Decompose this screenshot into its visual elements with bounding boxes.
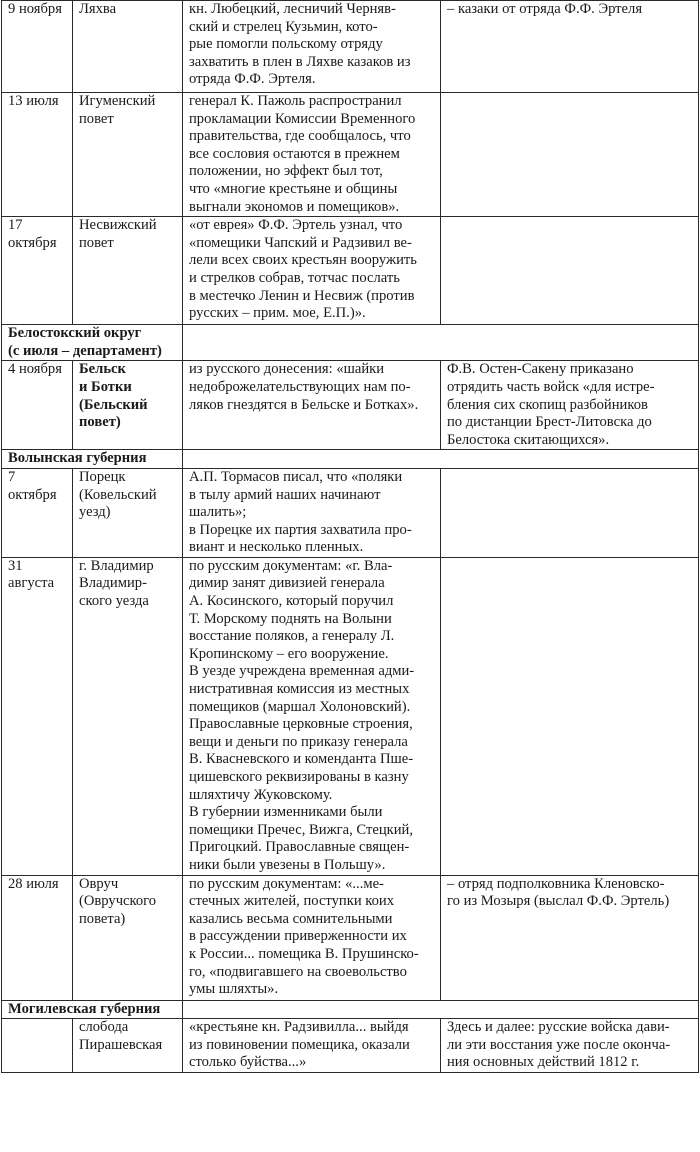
note-line: по дистанции Брест-Литовска до (447, 414, 652, 431)
note-cell (441, 1, 699, 93)
description-cell (183, 1, 441, 93)
description-line: из русского донесения: «шайки (189, 361, 385, 378)
description-line: по русским документам: «...ме- (189, 875, 384, 892)
place-cell (73, 468, 183, 557)
note-line: – отряд подполковника Кленовско- (447, 875, 665, 892)
description-line: «помещики Чапский и Радзивил ве- (189, 234, 412, 251)
description-line: шалить»; (189, 504, 247, 521)
description-line: русских – прим. мое, Е.П.)». (189, 305, 366, 322)
date-line: октября (8, 234, 57, 251)
date-cell (2, 1, 73, 93)
description-line: умы шляхты». (189, 981, 279, 998)
place-cell (73, 217, 183, 325)
note-line: Ф.В. Остен-Сакену приказано (447, 361, 634, 378)
date-cell (2, 1019, 73, 1073)
note-line: отрядить часть войск «для истре- (447, 378, 655, 395)
place-line: слобода (79, 1019, 129, 1036)
description-line: ский и стрелец Кузьмин, кото- (189, 18, 378, 35)
note-line: Белостока скитающихся». (447, 431, 610, 448)
place-cell (73, 875, 183, 1000)
event-row (2, 468, 699, 557)
description-line: казались весьма сомнительными (189, 910, 393, 927)
note-cell (441, 217, 699, 325)
note-line: Здесь и далее: русские войска дави- (447, 1019, 670, 1036)
place-line: повет) (79, 414, 121, 431)
place-line: Пирашевская (79, 1036, 163, 1053)
description-line: в рассуждении приверженности их (189, 928, 407, 945)
description-line: кн. Любецкий, лесничий Черняв- (189, 1, 396, 17)
section-row (2, 1000, 699, 1019)
date-line: 4 ноября (8, 361, 62, 378)
place-line: Игуменский (79, 93, 156, 109)
description-cell (183, 875, 441, 1000)
note-cell (441, 875, 699, 1000)
place-cell (73, 93, 183, 217)
description-line: го, «подвигавшего на своевольство (189, 963, 407, 980)
description-line: димир занят дивизией генерала (189, 575, 385, 592)
date-line: октября (8, 486, 57, 503)
place-line: Несвижский (79, 217, 157, 234)
description-line: прокламации Комиссии Временного (189, 110, 416, 127)
note-cell (441, 361, 699, 450)
note-cell (441, 468, 699, 557)
section-title (2, 325, 183, 361)
description-cell (183, 468, 441, 557)
description-line: нистративная комиссия из местных (189, 681, 410, 698)
place-line: и Ботки (79, 378, 132, 395)
section-title-line: (с июля – департамент) (8, 342, 162, 359)
description-line: правительства, где сообщалось, что (189, 128, 411, 145)
section-title-line: Волынская губерния (8, 450, 147, 467)
description-line: В. Квасневского и коменданта Пше- (189, 751, 414, 768)
description-line: А. Косинского, который поручил (189, 593, 394, 610)
description-line: все сословия остаются в прежнем (189, 145, 400, 162)
place-line: повет (79, 110, 114, 127)
section-title-line: Белостокский округ (8, 325, 142, 342)
description-line: ники были увезены в Польшу». (189, 856, 386, 873)
date-line: 17 (8, 217, 23, 234)
place-line: (Овручского (79, 893, 157, 910)
description-line: помещиков (маршал Холоновский). (189, 698, 411, 715)
section-empty-cell (183, 450, 699, 469)
events-table-body (2, 1, 699, 1073)
description-line: рые помогли польскому отряду (189, 36, 383, 53)
description-line: генерал К. Пажоль распространил (189, 93, 402, 109)
description-line: восстание поляков, а генералу Л. (189, 628, 395, 645)
event-row (2, 875, 699, 1000)
date-cell (2, 468, 73, 557)
description-line: положении, но эффект был тот, (189, 163, 383, 180)
description-line: отряда Ф.Ф. Эртеля. (189, 71, 316, 88)
description-line: захватить в плен в Ляхве казаков из (189, 53, 411, 70)
date-line: 9 ноября (8, 1, 62, 17)
date-cell (2, 557, 73, 875)
description-line: А.П. Тормасов писал, что «поляки (189, 468, 403, 485)
description-line: В губернии изменниками были (189, 804, 383, 821)
place-line: г. Владимир (79, 557, 154, 574)
description-cell (183, 557, 441, 875)
description-line: столько буйства...» (189, 1054, 307, 1071)
description-line: по русским документам: «г. Вла- (189, 557, 393, 574)
description-cell (183, 93, 441, 217)
note-cell (441, 557, 699, 875)
description-line: помещики Пречес, Вижга, Стецкий, (189, 821, 413, 838)
event-row (2, 93, 699, 217)
date-cell (2, 361, 73, 450)
description-line: лели всех своих крестьян вооружить (189, 252, 417, 269)
description-line: недоброжелательствующих нам по- (189, 378, 411, 395)
description-line: Кропинскому – его вооружение. (189, 645, 389, 662)
description-line: виант и несколько пленных. (189, 539, 364, 556)
description-line: к России... помещика В. Прушинско- (189, 945, 419, 962)
section-empty-cell (183, 325, 699, 361)
description-line: «крестьяне кн. Радзивилла... выйдя (189, 1019, 409, 1036)
section-title (2, 1000, 183, 1019)
place-line: Бельск (79, 361, 126, 378)
description-line: Пригоцкий. Православные священ- (189, 839, 410, 856)
section-empty-cell (183, 1000, 699, 1019)
note-line: бления сих скопищ разбойников (447, 396, 648, 413)
place-line: (Ковельский (79, 486, 157, 503)
date-line: 13 июля (8, 93, 59, 109)
description-cell (183, 1019, 441, 1073)
place-line: повета) (79, 910, 126, 927)
place-line: ского уезда (79, 593, 149, 610)
note-line: ния основных действий 1812 г. (447, 1054, 640, 1071)
date-cell (2, 875, 73, 1000)
description-line: выгнали экономов и помещиков». (189, 198, 400, 215)
section-title-line: Могилевская губерния (8, 1000, 161, 1017)
note-line: ли эти восстания уже после оконча- (447, 1036, 671, 1053)
description-line: в местечко Ленин и Несвиж (против (189, 287, 415, 304)
description-line: из повиновении помещика, оказали (189, 1036, 410, 1053)
description-line: «от еврея» Ф.Ф. Эртель узнал, что (189, 217, 403, 234)
event-row (2, 557, 699, 875)
place-line: уезд) (79, 504, 111, 521)
place-cell (73, 361, 183, 450)
event-row (2, 1019, 699, 1073)
events-table (1, 0, 699, 1073)
note-cell (441, 93, 699, 217)
date-cell (2, 93, 73, 217)
description-line: стечных жителей, поступки коих (189, 893, 395, 910)
place-cell (73, 557, 183, 875)
date-line: 31 (8, 557, 23, 574)
section-row (2, 325, 699, 361)
description-line: В уезде учреждена временная адми- (189, 663, 415, 680)
description-line: шляхтичу Жуковскому. (189, 786, 333, 803)
place-line: Порецк (79, 468, 126, 485)
note-line: го из Мозыря (выслал Ф.Ф. Эртель) (447, 893, 670, 910)
description-line: ляков гнездятся в Бельске и Ботках». (189, 396, 419, 413)
description-line: цишевского реквизированы в казну (189, 769, 409, 785)
event-row (2, 217, 699, 325)
place-line: Владимир- (79, 575, 147, 592)
date-line: 28 июля (8, 875, 59, 892)
section-title (2, 450, 183, 469)
note-cell (441, 1019, 699, 1073)
date-cell (2, 217, 73, 325)
description-line: в тылу армий наших начинают (189, 486, 381, 503)
description-line: в Порецке их партия захватила про- (189, 521, 412, 538)
date-line: августа (8, 575, 55, 592)
description-cell (183, 217, 441, 325)
description-line: вещи и деньги по приказу генерала (189, 733, 408, 750)
description-line: Православные церковные строения, (189, 716, 413, 733)
place-line: Ляхва (79, 1, 117, 17)
description-line: и стрелков собрав, тотчас послать (189, 269, 400, 286)
description-line: что «многие крестьяне и общины (189, 180, 398, 197)
event-row (2, 361, 699, 450)
description-line: Т. Морскому поднять на Волыни (189, 610, 392, 627)
event-row (2, 1, 699, 93)
date-line: 7 (8, 468, 16, 485)
place-line: повет (79, 234, 114, 251)
place-line: (Бельский (79, 396, 148, 413)
place-line: Овруч (79, 875, 119, 892)
note-line: – казаки от отряда Ф.Ф. Эртеля (447, 1, 643, 17)
description-cell (183, 361, 441, 450)
section-row (2, 450, 699, 469)
place-cell (73, 1019, 183, 1073)
place-cell (73, 1, 183, 93)
